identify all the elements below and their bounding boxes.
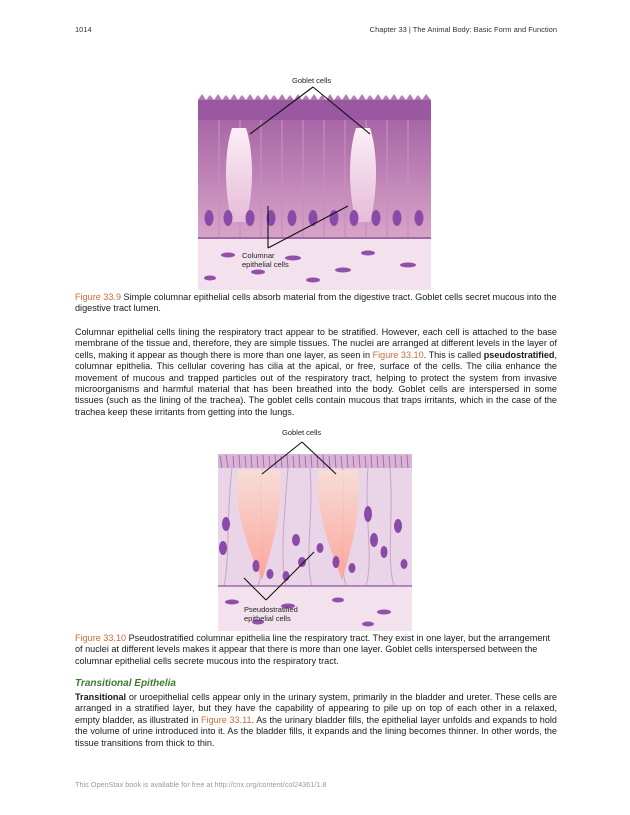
bold-term: pseudostratified — [483, 349, 555, 360]
page-number: 1014 — [75, 25, 92, 34]
figure-33-10-caption-text: Pseudostratified columnar epithelia line the respiratory tract. They exist in one layer, but the arrangement of nuclei at different levels makes it appear that there is more than one layer. Goblet cells interspersed between the columnar epithelial cells secrete mucous into the respiratory tract. — [75, 633, 550, 666]
figure-33-10-link[interactable]: Figure 33.10 — [372, 349, 424, 360]
figure-33-9-caption-text: Simple columnar epithelial cells absorb material from the digestive tract. Goblet cells secret mucous into the digestive tract lumen. — [75, 292, 557, 314]
pseudostratified-cells-label: epithelial cells — [244, 614, 291, 623]
bold-term: Transitional — [75, 692, 127, 702]
chapter-title: Chapter 33 | The Animal Body: Basic Form and Function — [369, 25, 557, 34]
section-heading: Transitional Epithelia — [75, 678, 176, 689]
figure-33-9-illustration — [198, 72, 431, 290]
paragraph-pseudostratified — [75, 327, 557, 418]
footer: This OpenStax book is available for free at http://cnx.org/content/col24361/1.8 — [75, 780, 327, 789]
figure-33-11-link[interactable]: Figure 33.11 — [201, 714, 252, 725]
paragraph-text: Columnar epithelial cells lining the respiratory tract appear to be stratified. However, each cell is attached to the base membrane of the tissue and, therefore, they are simple tissues. The nuclei are arranged at different levels in the layer of cells, making it appear as though there is more than one layer, as seen in — [75, 327, 557, 360]
microvilli-band — [198, 100, 431, 122]
goblet-cells-label: Goblet cells — [292, 76, 332, 85]
columnar-cells-label: epithelial cells — [242, 260, 289, 269]
goblet-cells-label: Goblet cells — [282, 428, 322, 437]
figure-33-9-label: Figure 33.9 — [75, 292, 122, 302]
paragraph-text: or uroepithelial cells appear only in the urinary system, primarily in the bladder and ureter. These cells are arranged in a stratified layer, but they have the capability of appearing to pile up on top of each other in a relaxed, empty bladder, as illustrated in — [75, 692, 557, 725]
figure-33-10-label: Figure 33.10 — [75, 633, 127, 643]
paragraph-text: , columnar epithelia. This cellular covering has cilia at the apical, or free, surface of the cells. The cilia enhance the movement of mucous and trapped particles out of the respiratory tract, helping to protect the system from invasive microorganisms and harmful material that has been breathed into the body. Goblet cells are interspersed in some tissues (such as the lining of the trachea). The goblet cells contain mucous that traps irritants, which in the case of the trachea keep these irritants from getting into the lungs. — [75, 349, 558, 417]
figure-33-10-caption — [75, 633, 557, 667]
figure-33-9-caption — [75, 292, 557, 315]
paragraph-text: . This is called — [423, 349, 484, 360]
columnar-cells-label: Columnar — [242, 251, 275, 260]
pseudostratified-cells-label: Pseudostratified — [244, 605, 298, 614]
goblet-cell — [226, 128, 252, 222]
goblet-cell — [350, 128, 376, 222]
paragraph-text: . As the urinary bladder fills, the epithelial layer unfolds and expands to hold the volume of urine introduced into it. As the bladder fills, it expands and the lining becomes thinner. In other words, the tissue transitions from thick to thin. — [75, 714, 557, 748]
paragraph-transitional — [75, 692, 557, 749]
figure-33-10-illustration — [218, 428, 412, 631]
